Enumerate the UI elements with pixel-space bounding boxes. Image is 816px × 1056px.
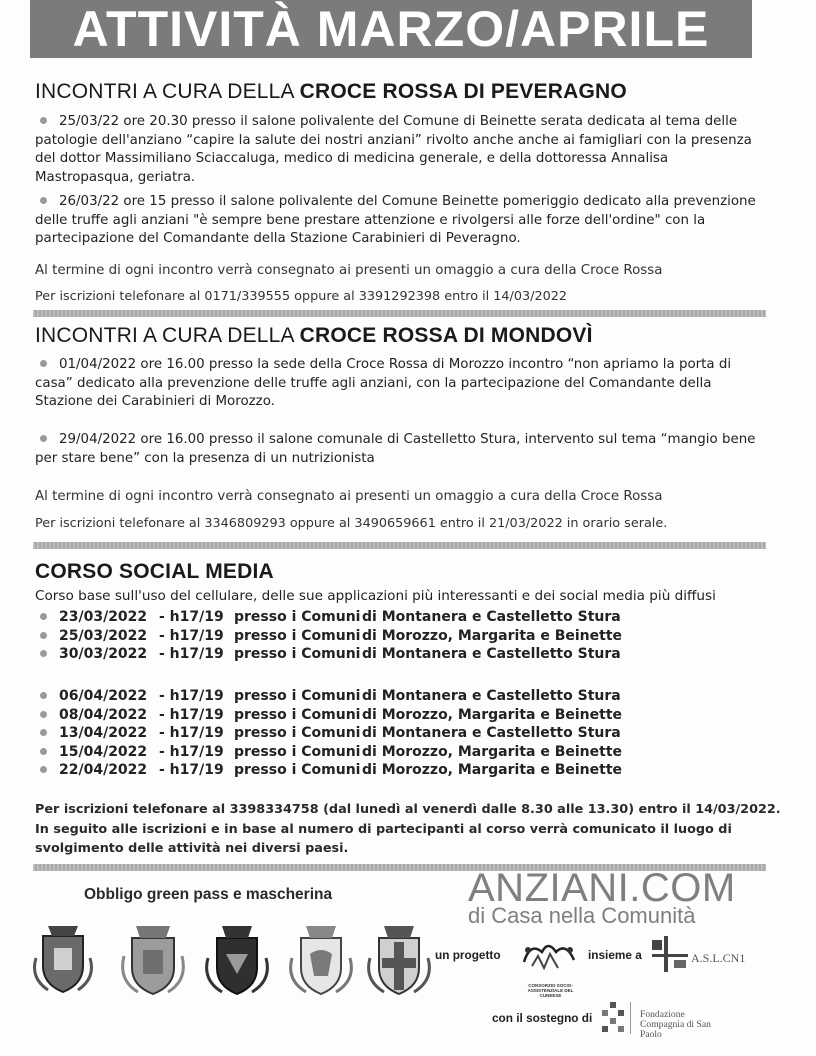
course-time: - h17/19 <box>159 609 224 625</box>
course-places: di Montanera e Castelletto Stura <box>362 609 621 625</box>
course-row <box>35 725 622 744</box>
crest-icon <box>28 918 98 998</box>
course-where: presso i Comuni <box>234 743 361 760</box>
course-time: - h17/19 <box>159 627 224 644</box>
project-label: un progetto <box>435 948 501 962</box>
bullet-icon <box>40 711 47 718</box>
course-time: - h17/19 <box>159 762 224 778</box>
course-signup <box>35 800 795 859</box>
signup-line: In seguito alle iscrizioni e in base al numero di partecipanti al corso verrà comunicato il luogo di <box>35 821 732 837</box>
event-text: 01/04/2022 ore 16.00 presso la sede della Croce Rossa di Morozzo incontro “non apriamo la porta di casa” dedicato alla prevenzione delle truffe agli anziani, con la partecipazione del Comandante della Stazione dei Carabinieri di Morozzo. <box>35 357 732 409</box>
course-row <box>35 628 622 647</box>
heading-highlight: CROCE ROSSA DI PEVERAGNO <box>299 80 627 103</box>
heading-prefix: INCONTRI A CURA DELLA <box>35 324 300 347</box>
foundation-name: Fondazione Compagnia di San Paolo <box>640 1009 711 1040</box>
course-date: 30/03/2022 <box>59 646 148 662</box>
course-date: 15/04/2022 <box>59 743 148 760</box>
bullet-icon <box>40 729 47 736</box>
crest-icon <box>118 918 188 998</box>
heading-prefix: INCONTRI A CURA DELLA <box>35 80 300 103</box>
divider <box>33 542 766 549</box>
course-places: di Morozzo, Margarita e Beinette <box>362 706 623 723</box>
course-dates-march <box>35 609 622 665</box>
event-item <box>35 113 765 187</box>
event-text: 25/03/22 ore 20.30 presso il salone polivalente del Comune di Beinette serata dedicata al tema delle patologie dell'anziano “capire la salute dei nostri anziani” rivolto anche anche ai famigliari con la presenza del dottor Massimiliano Sciaccaluga, medico di medicina generale, e della dottoressa Annalisa Mastropasqua, geriatra. <box>35 114 752 185</box>
course-date: 13/04/2022 <box>59 725 148 741</box>
event-item <box>35 431 765 468</box>
course-intro: Corso base sull'uso del cellulare, delle sue applicazioni più interessanti e dei social media più diffusi <box>35 588 716 604</box>
course-time: - h17/19 <box>159 743 224 760</box>
bullet-icon <box>40 197 47 204</box>
consorzio-name: CONSORZIO SOCIO-ASSISTENZIALE DEL CUNEESE <box>527 983 574 998</box>
course-where: presso i Comuni <box>234 646 361 662</box>
bullet-icon <box>40 650 47 657</box>
brand-title: ANZIANI.COM <box>468 866 736 910</box>
course-time: - h17/19 <box>159 706 224 723</box>
course-where: presso i Comuni <box>234 725 361 741</box>
course-where: presso i Comuni <box>234 706 361 723</box>
bullet-icon <box>40 435 47 442</box>
course-row <box>35 707 622 726</box>
green-pass-notice: Obbligo green pass e mascherina <box>84 886 333 903</box>
bullet-icon <box>40 360 47 367</box>
heading-highlight: SOCIAL MEDIA <box>119 560 274 583</box>
signup-line: Per iscrizioni telefonare al 3398334758 (dal lunedì al venerdì dalle 8.30 alle 13.30) entro il 14/03/2022. <box>35 802 781 817</box>
event-item <box>35 193 765 249</box>
crest-icon <box>202 918 272 998</box>
course-row <box>35 609 622 628</box>
course-where: presso i Comuni <box>234 688 361 704</box>
course-places: di Morozzo, Margarita e Beinette <box>362 627 623 644</box>
course-date: 23/03/2022 <box>59 609 148 625</box>
course-places: di Montanera e Castelletto Stura <box>362 725 621 741</box>
section-heading-peveragno <box>35 80 627 104</box>
crest-icon <box>286 918 356 998</box>
course-date: 25/03/2022 <box>59 627 148 644</box>
event-item <box>35 356 765 412</box>
bullet-icon <box>40 692 47 699</box>
together-label: insieme a <box>588 948 642 962</box>
bullet-icon <box>40 766 47 773</box>
course-where: presso i Comuni <box>234 627 361 644</box>
bullet-icon <box>40 748 47 755</box>
brand-subtitle: di Casa nella Comunità <box>468 903 696 928</box>
course-date: 06/04/2022 <box>59 688 148 704</box>
bullet-icon <box>40 632 47 639</box>
course-places: di Montanera e Castelletto Stura <box>362 646 621 662</box>
signup-note: Per iscrizioni telefonare al 3346809293 oppure al 3490659661 entro il 21/03/2022 in orario serale. <box>35 516 668 531</box>
event-text: 26/03/22 ore 15 presso il salone polivalente del Comune Beinette pomeriggio dedicato alla prevenzione delle truffe agli anziani "è sempre bene prestare attenzione e rivolgersi alle forze dell'ordine" con la partecipazione del Comandante della Stazione Carabinieri di Peveragno. <box>35 194 756 246</box>
course-where: presso i Comuni <box>234 609 361 625</box>
section-heading-social <box>35 560 274 584</box>
consorzio-logo-icon <box>518 936 580 982</box>
asl-label: A.S.L.CN1 <box>691 951 746 965</box>
bullet-icon <box>40 117 47 124</box>
course-row <box>35 744 622 763</box>
asl-logo-icon <box>650 936 690 972</box>
course-places: di Morozzo, Margarita e Beinette <box>362 743 623 760</box>
heading-highlight: CROCE ROSSA DI MONDOVÌ <box>299 324 593 347</box>
section-heading-mondovi <box>35 324 593 348</box>
course-places: di Montanera e Castelletto Stura <box>362 688 621 704</box>
course-time: - h17/19 <box>159 688 224 704</box>
course-row <box>35 646 622 665</box>
course-time: - h17/19 <box>159 646 224 662</box>
page-banner: ATTIVITÀ MARZO/APRILE <box>30 0 752 58</box>
course-date: 22/04/2022 <box>59 762 148 778</box>
bullet-icon <box>40 613 47 620</box>
signup-line: svolgimento delle attività nei diversi paesi. <box>35 841 349 856</box>
divider <box>33 310 766 317</box>
course-row <box>35 688 622 707</box>
course-time: - h17/19 <box>159 725 224 741</box>
closing-note: Al termine di ogni incontro verrà consegnato ai presenti un omaggio a cura della Croce Rossa <box>35 263 663 278</box>
course-row <box>35 762 622 781</box>
crest-icon <box>364 918 434 998</box>
heading-prefix: CORSO <box>35 560 120 583</box>
closing-note: Al termine di ogni incontro verrà consegnato ai presenti un omaggio a cura della Croce Rossa <box>35 489 663 504</box>
signup-note: Per iscrizioni telefonare al 0171/339555 oppure al 3391292398 entro il 14/03/2022 <box>35 289 568 304</box>
course-where: presso i Comuni <box>234 762 361 778</box>
support-label: con il sostegno di <box>492 1011 593 1025</box>
course-dates-april <box>35 688 622 781</box>
course-date: 08/04/2022 <box>59 706 148 723</box>
course-places: di Morozzo, Margarita e Beinette <box>362 762 623 778</box>
event-text: 29/04/2022 ore 16.00 presso il salone comunale di Castelletto Stura, intervento sul tema “mangio bene per stare bene” con la presenza di un nutrizionista <box>35 432 756 466</box>
foundation-logo-icon <box>598 1000 632 1034</box>
